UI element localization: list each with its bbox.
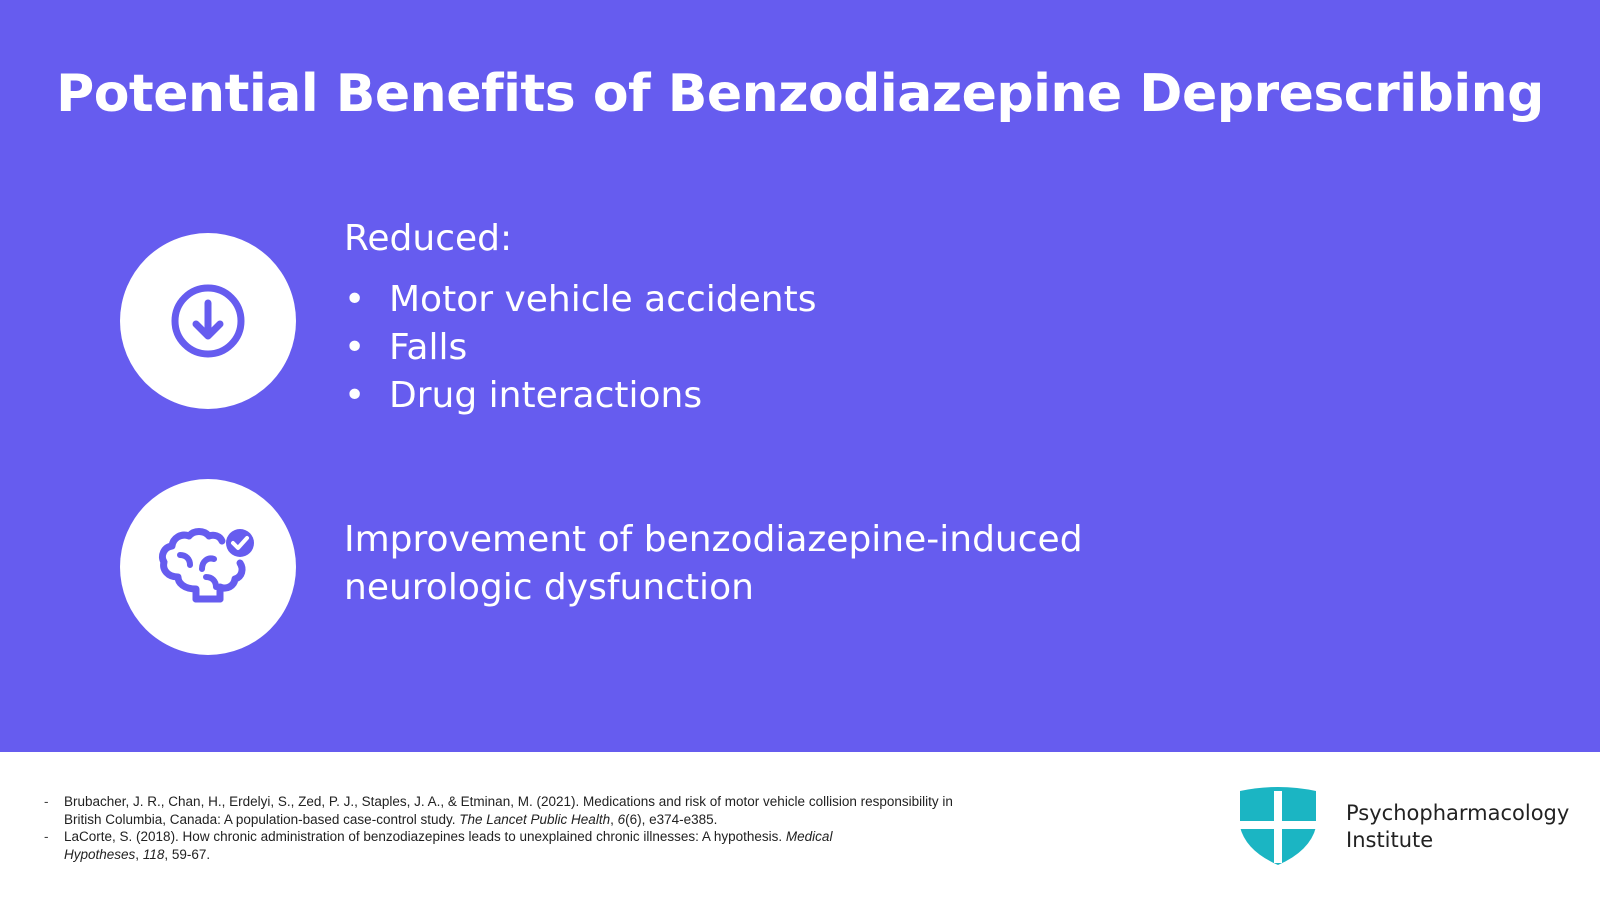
reference-journal: Medical [785,829,833,844]
institute-logo [1238,787,1569,867]
slide-title: Potential Benefits of Benzodiazepine Deprescribing [56,64,1544,124]
reference-journal-cont: Hypotheses [64,846,136,862]
reference-pages: , 59-67. [164,846,211,862]
reference-sep: , [610,811,618,827]
reference-text [64,828,964,863]
reference-body: LaCorte, S. (2018). How chronic administration of benzodiazepines leads to unexplained chronic illnesses: A hypothesis. [64,829,786,844]
bullet-item [344,276,816,324]
bullet-symbol: • [344,375,366,416]
bullet-text: Motor vehicle accidents [389,279,817,320]
logo-text [1346,800,1569,854]
arrow-down-circle-icon [169,282,247,360]
reference-item [44,793,964,828]
logo-line-1: Psychopharmacology [1346,801,1570,825]
improvement-text [344,516,1164,612]
reference-journal: The Lancet Public Health [459,811,611,827]
reference-marker: - [44,794,49,809]
reference-item [44,828,964,863]
reference-marker: - [44,829,49,844]
reference-authors: Brubacher, J. R., Chan, H., Erdelyi, S., Zed, P. J., Staples, J. A., & Etminan, M. (2021). Medications and risk of motor vehicle collision [64,794,857,809]
reference-volume: 6 [617,811,626,827]
reference-pages: (6), e374-e385. [625,811,718,827]
improvement-line-2: neurologic dysfunction [344,567,754,608]
shield-cross-logo-icon [1238,787,1318,867]
reduced-icon-circle [120,233,296,409]
bullet-symbol: • [344,279,366,320]
bullet-text: Falls [389,327,468,368]
references-list [44,793,964,863]
logo-line-2: Institute [1346,828,1434,852]
bullet-item [344,324,816,372]
reference-text [64,793,964,828]
brain-check-icon [156,525,260,609]
bullet-item [344,372,816,420]
reduced-bullet-list [344,276,816,420]
reduced-heading: Reduced: [344,218,513,259]
reference-sep: , [135,846,143,862]
improvement-icon-circle [120,479,296,655]
bullet-symbol: • [344,327,366,368]
reference-volume: 118 [142,846,165,862]
bullet-text: Drug interactions [389,375,703,416]
reference-title: responsibility in British Columbia, Canada: A population-based case-control study. [64,794,953,827]
improvement-line-1: Improvement of benzodiazepine-induced [344,519,1083,560]
